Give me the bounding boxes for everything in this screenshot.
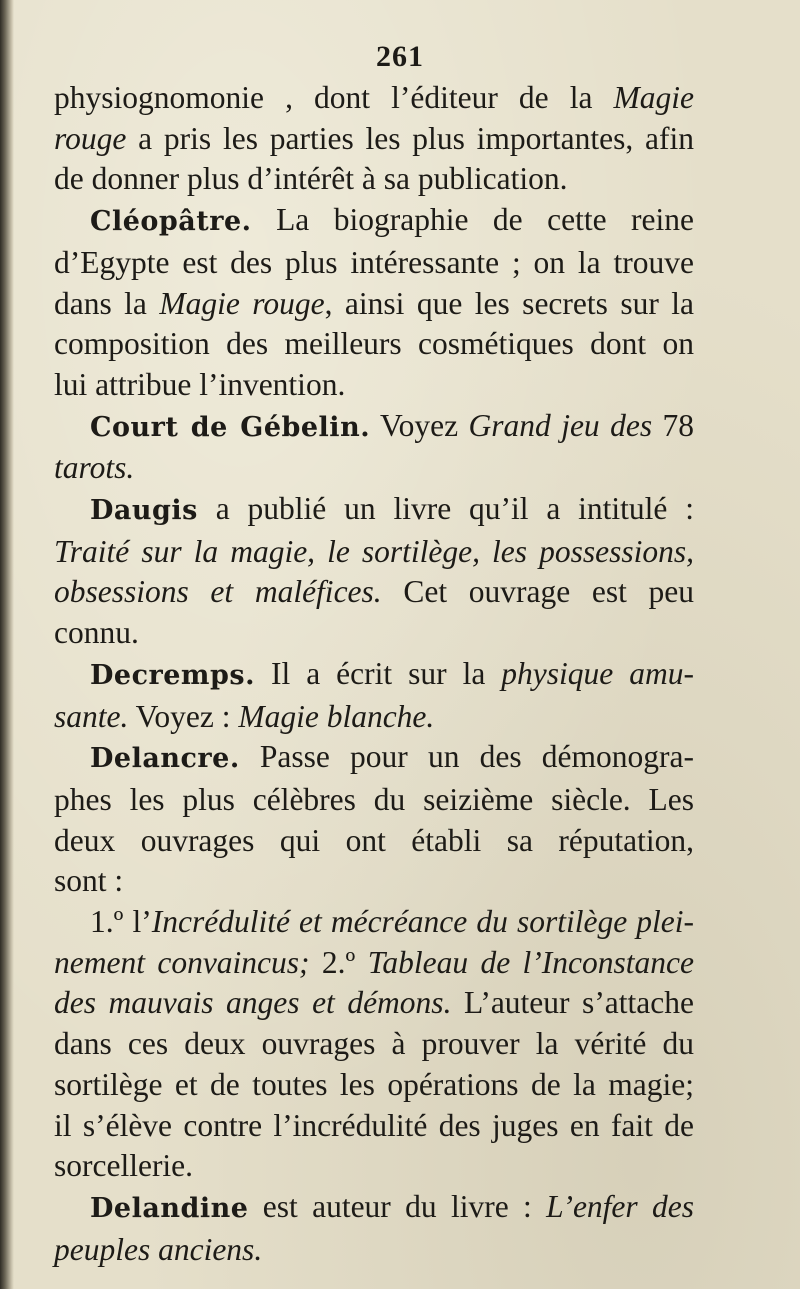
text-run: physiognomonie , dont l’éditeur de la — [54, 80, 614, 115]
text-run: a pris les parties les plus importantes, afin — [126, 120, 694, 156]
italic-text: Incrédulité et mécréance du sortilège plei- — [151, 904, 694, 940]
text-run: sont : — [54, 863, 124, 899]
text-run: Voyez : — [128, 698, 239, 734]
text-line — [54, 1065, 694, 1106]
entry-headword: Delandine — [90, 1192, 249, 1224]
text-line — [54, 821, 694, 862]
text-line — [54, 365, 694, 406]
text-line — [54, 406, 694, 449]
text-run: connu. — [54, 615, 139, 651]
text-line — [54, 697, 694, 738]
text-run: L’auteur s’attache — [451, 985, 694, 1021]
binding-gutter — [0, 0, 14, 1289]
text-run: dans ces deux ouvrages à prouver la vérité du — [54, 1026, 694, 1062]
text-run: sortilège et de toutes les opérations de la magie; — [54, 1066, 694, 1102]
italic-text: tarots. — [54, 450, 135, 486]
entry-headword: Daugis — [90, 495, 198, 527]
text-run: 78 — [652, 407, 695, 443]
text-line — [54, 737, 694, 780]
italic-text: nement convaincus; — [54, 944, 310, 980]
italic-text: physique amu- — [501, 655, 694, 691]
text-run: Passe pour un des démonogra- — [239, 739, 694, 775]
italic-text: sante. — [54, 698, 129, 734]
text-line — [54, 200, 694, 243]
text-line — [54, 943, 694, 984]
italic-text: L’enfer des — [546, 1188, 694, 1224]
text-run: Cet ouvrage est peu — [381, 574, 694, 610]
page-number: 261 — [376, 40, 424, 73]
text-run: a publié un livre qu’il a intitulé : — [197, 491, 694, 527]
text-line — [54, 861, 694, 902]
text-line — [54, 243, 694, 284]
italic-text: Magie blanche. — [238, 698, 435, 734]
text-run: composition des meilleurs cosmétiques dont on — [54, 326, 694, 362]
italic-text: Magie rouge — [159, 285, 325, 321]
text-run: 2.º — [309, 944, 368, 980]
text-run: d’Egypte est des plus intéressante ; on la trouve — [54, 244, 694, 280]
text-run: 1.º l’ — [90, 904, 152, 940]
entry-headword: Court de Gébelin. — [90, 411, 371, 443]
text-run: Voyez — [370, 407, 469, 443]
text-line — [54, 489, 694, 532]
text-run: phes les plus célèbres du seizième siècle. Les — [54, 781, 694, 817]
text-line — [54, 532, 694, 573]
italic-text: des mauvais anges et démons. — [54, 985, 452, 1021]
text-line — [54, 902, 694, 943]
italic-text: Traité sur la magie, le sortilège, les possessions, — [54, 533, 694, 569]
text-line — [54, 448, 694, 489]
text-line — [54, 119, 694, 160]
text-line — [54, 159, 694, 200]
text-line — [54, 983, 694, 1024]
text-run: La biographie de cette reine — [251, 202, 694, 238]
text-line — [54, 654, 694, 697]
text-line — [54, 284, 694, 325]
italic-text: Grand jeu des — [468, 407, 653, 443]
text-line — [54, 1024, 694, 1065]
text-line — [54, 324, 694, 365]
text-line — [54, 1106, 694, 1147]
text-run: dans la — [54, 285, 160, 321]
text-run: , ainsi que les secrets sur la — [324, 285, 694, 321]
text-run: de donner plus d’intérêt à sa publication. — [54, 161, 568, 197]
entry-headword: Cléopâtre. — [90, 206, 252, 238]
italic-text: peuples anciens. — [54, 1231, 263, 1267]
entry-headword: Delancre. — [90, 743, 240, 775]
text-line — [54, 78, 694, 119]
text-run: Il a écrit sur la — [254, 655, 502, 691]
text-line — [54, 1187, 694, 1230]
italic-text: rouge — [54, 120, 127, 156]
entry-headword: Decremps. — [90, 659, 255, 691]
text-line — [54, 780, 694, 821]
italic-text: obsessions et maléfices. — [54, 574, 382, 610]
text-run: il s’élève contre l’incrédulité des juges en fait de — [54, 1107, 694, 1143]
text-run: deux ouvrages qui ont établi sa réputation, — [54, 822, 694, 858]
text-run: sorcellerie. — [54, 1148, 194, 1184]
text-run: est auteur du livre : — [248, 1188, 547, 1224]
text-line — [54, 1230, 694, 1271]
italic-text: Tableau de l’Inconstance — [367, 944, 694, 980]
page-body-text — [54, 78, 694, 1270]
text-line — [54, 1146, 694, 1187]
text-line — [54, 572, 694, 613]
text-line — [54, 613, 694, 654]
text-run: lui attribue l’invention. — [54, 366, 346, 402]
italic-text: Magie — [613, 80, 694, 115]
